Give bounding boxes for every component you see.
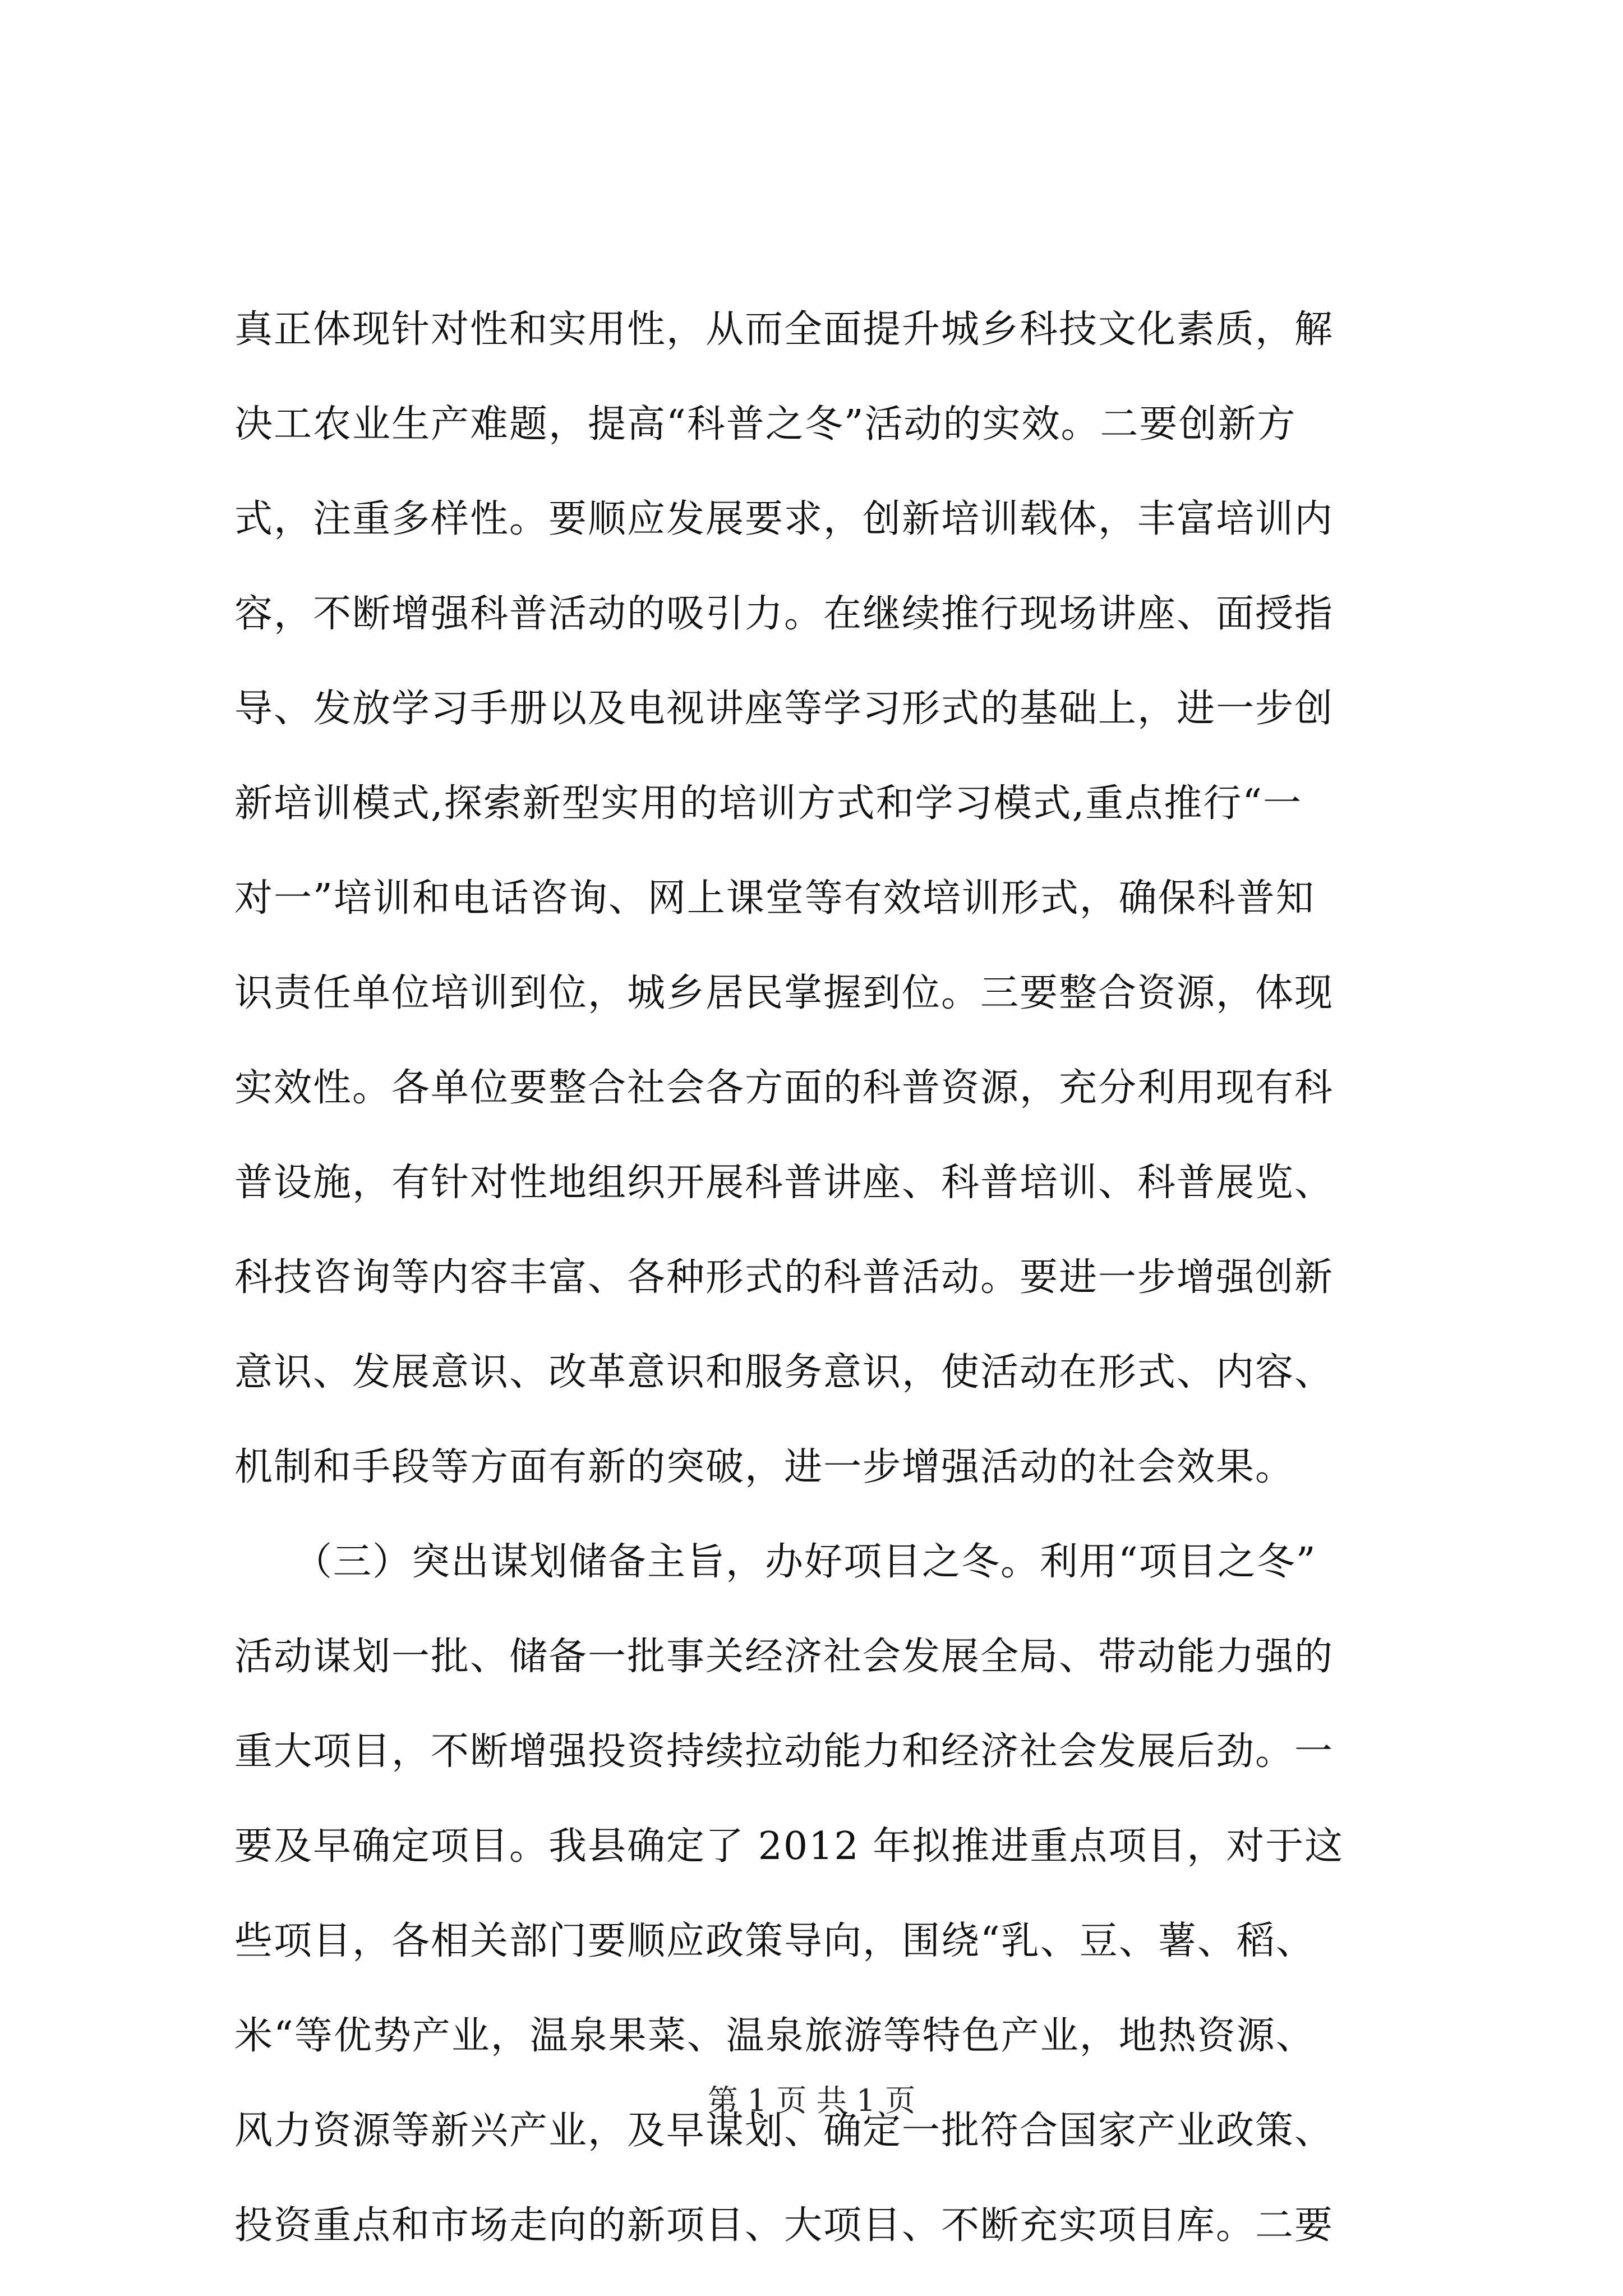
text-line: 些项目，各相关部门要顺应政策导向，围绕“乳、豆、薯、稻、: [234, 1919, 1315, 1963]
text-line: 真正体现针对性和实用性，从而全面提升城乡科技文化素质，解: [234, 307, 1334, 352]
text-line: 导、发放学习手册以及电视讲座等学习形式的基础上，进一步创: [234, 687, 1334, 731]
body-text: [234, 296, 1440, 2287]
text-line: 识责任单位培训到位，城乡居民掌握到位。三要整合资源，体现: [234, 971, 1334, 1015]
text-line: 实效性。各单位要整合社会各方面的科普资源，充分利用现有科: [234, 1066, 1334, 1110]
text-line: 意识、发展意识、改革意识和服务意识，使活动在形式、内容、: [234, 1350, 1334, 1395]
text-line: 米“等优势产业，温泉果菜、温泉旅游等特色产业，地热资源、: [234, 2014, 1315, 2058]
page-footer: [0, 2078, 1623, 2123]
text-line: 普设施，有针对性地组织开展科普讲座、科普培训、科普展览、: [234, 1161, 1334, 1205]
text-line: 投资重点和市场走向的新项目、大项目、不断充实项目库。二要: [234, 2203, 1334, 2248]
text-line: 容，不断增强科普活动的吸引力。在继续推行现场讲座、面授指: [234, 592, 1334, 636]
text-line: 对一”培训和电话咨询、网上课堂等有效培训形式，确保科普知: [234, 876, 1315, 921]
text-line: 式，注重多样性。要顺应发展要求，创新培训载体，丰富培训内: [234, 497, 1334, 541]
text-line: （三）突出谋划储备主旨，办好项目之冬。利用“项目之冬”: [234, 1540, 1317, 1584]
text-line: 要及早确定项目。我县确定了 2012 年拟推进重点项目，对于这: [234, 1824, 1344, 1869]
text-line: 新培训模式,探索新型实用的培训方式和学习模式,重点推行“一: [234, 781, 1302, 826]
text-line: 重大项目，不断增强投资持续拉动能力和经济社会发展后劲。一: [234, 1729, 1334, 1774]
text-line: 机制和手段等方面有新的突破，进一步增强活动的社会效果。: [234, 1445, 1295, 1489]
text-line: 活动谋划一批、储备一批事关经济社会发展全局、带动能力强的: [234, 1635, 1334, 1679]
text-line: 风力资源等新兴产业，及早谋划、确定一批符合国家产业政策、: [234, 2109, 1334, 2153]
text-line: 决工农业生产难题，提高“科普之冬”活动的实效。二要创新方: [234, 402, 1297, 447]
page-number-label: 第 1 页 共 1 页: [707, 2083, 916, 2118]
text-line: 科技咨询等内容丰富、各种形式的科普活动。要进一步增强创新: [234, 1255, 1334, 1300]
